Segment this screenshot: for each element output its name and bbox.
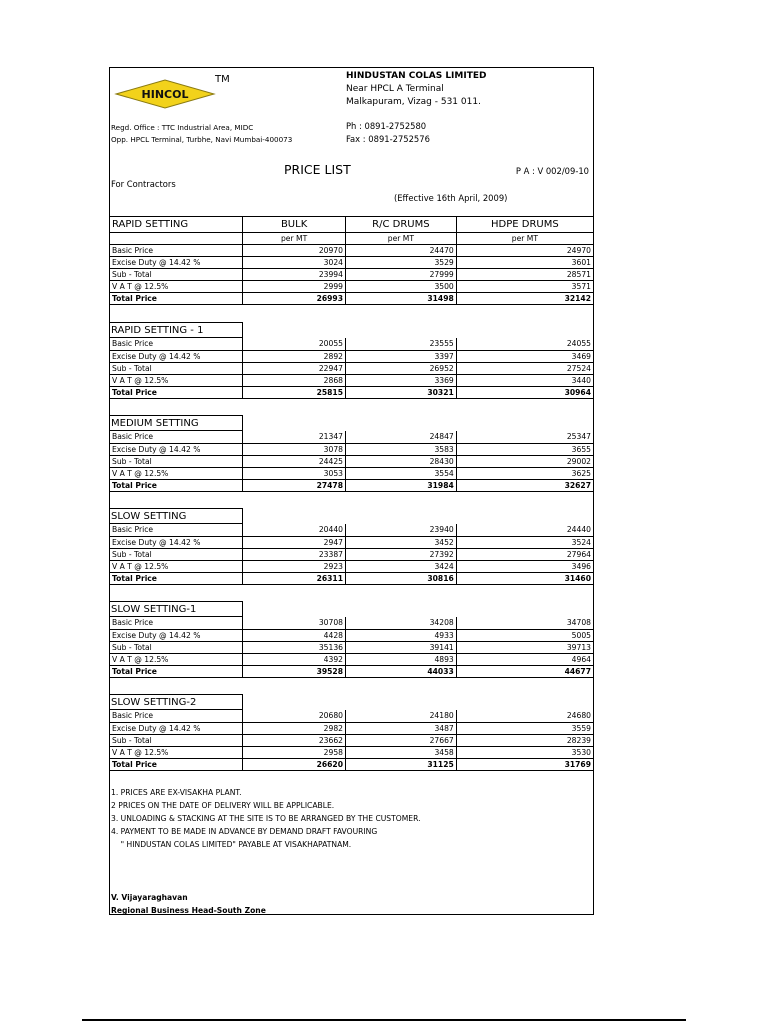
row-label: V A T @ 12.5% (110, 653, 243, 665)
company-name: HINDUSTAN COLAS LIMITED (346, 71, 487, 81)
cell: 3500 (345, 281, 456, 293)
row-label: Basic Price (110, 524, 243, 536)
cell: 2999 (243, 281, 346, 293)
row-label: V A T @ 12.5% (110, 560, 243, 572)
cell: 22947 (243, 362, 346, 374)
row-label: Basic Price (110, 617, 243, 629)
row-label: Total Price (110, 572, 243, 584)
signatory-designation: Regional Business Head-South Zone (111, 906, 266, 915)
signature-block (111, 891, 266, 917)
table-row (110, 467, 593, 479)
col-header-hdpe-drums: HDPE DRUMS (456, 217, 593, 233)
cell: 31984 (346, 479, 457, 491)
row-label: Sub - Total (110, 734, 243, 746)
section-title-medium-setting: MEDIUM SETTING (110, 415, 243, 431)
row-label: Excise Duty @ 14.42 % (110, 257, 243, 269)
cell: 26993 (243, 293, 346, 305)
cell: 21347 (243, 431, 346, 443)
cell: 30816 (346, 572, 457, 584)
cell: 30964 (456, 386, 593, 398)
cell: 30321 (346, 386, 457, 398)
unit-label: per MT (456, 233, 593, 245)
price-list-sheet (109, 67, 594, 915)
row-label: Total Price (110, 665, 243, 677)
cell: 39528 (243, 665, 346, 677)
row-label: Sub - Total (110, 548, 243, 560)
cell: 3487 (346, 722, 457, 734)
table-row (110, 524, 593, 536)
cell: 2868 (243, 374, 346, 386)
row-label: V A T @ 12.5% (110, 746, 243, 758)
company-address-1: Near HPCL A Terminal (346, 84, 444, 94)
cell: 44677 (456, 665, 593, 677)
table-row (110, 455, 593, 467)
cell: 4964 (456, 653, 593, 665)
col-header-rc-drums: R/C DRUMS (345, 217, 456, 233)
table-row (110, 629, 593, 641)
office-line-1: Regd. Office : TTC Industrial Area, MIDC (111, 123, 254, 132)
page-title: PRICE LIST (284, 162, 351, 177)
cell: 3452 (346, 536, 457, 548)
note-line: 2 PRICES ON THE DATE OF DELIVERY WILL BE APPLICABLE. (111, 801, 335, 810)
price-table-slow-setting (110, 524, 593, 585)
cell: 20970 (243, 245, 346, 257)
cell: 23940 (346, 524, 457, 536)
row-label: Total Price (110, 758, 243, 770)
col-header-bulk: BULK (243, 217, 346, 233)
note-line: 1. PRICES ARE EX-VISAKHA PLANT. (111, 788, 242, 797)
table-row (110, 443, 593, 455)
cell: 27964 (456, 548, 593, 560)
cell: 3625 (456, 467, 593, 479)
cell: 32627 (456, 479, 593, 491)
table-row (110, 746, 593, 758)
logo-text: HINCOL (141, 88, 189, 101)
hincol-logo (114, 78, 216, 110)
cell: 20680 (243, 710, 346, 722)
cell: 44033 (346, 665, 457, 677)
table-row (110, 617, 593, 629)
cell: 4428 (243, 629, 346, 641)
cell: 3424 (346, 560, 457, 572)
cell: 2892 (243, 350, 346, 362)
row-label: Excise Duty @ 14.42 % (110, 722, 243, 734)
cell: 27392 (346, 548, 457, 560)
cell: 3529 (345, 257, 456, 269)
row-label: Sub - Total (110, 362, 243, 374)
cell: 31769 (456, 758, 593, 770)
cell: 28430 (346, 455, 457, 467)
table-row (110, 431, 593, 443)
cell: 3496 (456, 560, 593, 572)
note-line: " HINDUSTAN COLAS LIMITED" PAYABLE AT VISAKHAPATNAM. (111, 840, 352, 849)
unit-label: per MT (345, 233, 456, 245)
table-row-total (110, 479, 593, 491)
cell: 26311 (243, 572, 346, 584)
cell: 31498 (345, 293, 456, 305)
cell: 3458 (346, 746, 457, 758)
cell: 27478 (243, 479, 346, 491)
cell: 24470 (345, 245, 456, 257)
cell: 31460 (456, 572, 593, 584)
cell: 4392 (243, 653, 346, 665)
cell: 4933 (346, 629, 457, 641)
price-table-rapid-setting-1 (110, 338, 593, 399)
cell: 3369 (346, 374, 457, 386)
cell: 2947 (243, 536, 346, 548)
table-row (110, 722, 593, 734)
trademark: TM (215, 74, 230, 85)
cell: 24055 (456, 338, 593, 350)
row-label: Basic Price (110, 245, 243, 257)
row-label: Excise Duty @ 14.42 % (110, 350, 243, 362)
table-row (110, 536, 593, 548)
table-row (110, 374, 593, 386)
table-row (110, 245, 593, 257)
cell: 2982 (243, 722, 346, 734)
signatory-name: V. Vijayaraghavan (111, 893, 188, 902)
cell: 3078 (243, 443, 346, 455)
section-title-slow-setting-1: SLOW SETTING-1 (110, 601, 243, 617)
row-label: V A T @ 12.5% (110, 374, 243, 386)
row-label: V A T @ 12.5% (110, 281, 243, 293)
cell: 27667 (346, 734, 457, 746)
cell: 28571 (456, 269, 593, 281)
table-row (110, 350, 593, 362)
cell: 39713 (456, 641, 593, 653)
table-row (110, 338, 593, 350)
section-title-slow-setting-2: SLOW SETTING-2 (110, 694, 243, 710)
table-row (110, 710, 593, 722)
cell: 29002 (456, 455, 593, 467)
office-line-2: Opp. HPCL Terminal, Turbhe, Navi Mumbai-400073 (111, 135, 293, 144)
cell: 26952 (346, 362, 457, 374)
table-row (110, 269, 593, 281)
cell: 24425 (243, 455, 346, 467)
row-label: Sub - Total (110, 269, 243, 281)
row-label: Basic Price (110, 710, 243, 722)
cell: 32142 (456, 293, 593, 305)
price-table-slow-setting-1 (110, 617, 593, 678)
phone: Ph : 0891-2752580 (346, 121, 427, 131)
table-row (110, 734, 593, 746)
price-table-medium-setting (110, 431, 593, 492)
row-label: Total Price (110, 479, 243, 491)
cell: 20440 (243, 524, 346, 536)
cell: 3655 (456, 443, 593, 455)
cell: 23662 (243, 734, 346, 746)
cell: 3469 (456, 350, 593, 362)
next-page-border (82, 1019, 686, 1021)
table-row-total (110, 758, 593, 770)
cell: 3524 (456, 536, 593, 548)
terms-notes (111, 786, 421, 851)
company-address-2: Malkapuram, Vizag - 531 011. (346, 97, 481, 107)
cell: 3601 (456, 257, 593, 269)
cell: 26620 (243, 758, 346, 770)
cell: 3397 (346, 350, 457, 362)
cell: 2923 (243, 560, 346, 572)
cell: 3583 (346, 443, 457, 455)
row-label: Basic Price (110, 338, 243, 350)
cell: 3554 (346, 467, 457, 479)
cell: 28239 (456, 734, 593, 746)
table-row (110, 257, 593, 269)
row-label: Total Price (110, 386, 243, 398)
cell: 27524 (456, 362, 593, 374)
table-row (110, 641, 593, 653)
table-row-total (110, 386, 593, 398)
note-line: 3. UNLOADING & STACKING AT THE SITE IS TO BE ARRANGED BY THE CUSTOMER. (111, 814, 421, 823)
row-label: Excise Duty @ 14.42 % (110, 629, 243, 641)
cell: 24180 (346, 710, 457, 722)
cell: 5005 (456, 629, 593, 641)
table-row-total (110, 665, 593, 677)
effective-date: (Effective 16th April, 2009) (394, 193, 508, 203)
table-row-total (110, 293, 593, 305)
price-table-slow-setting-2 (110, 710, 593, 771)
cell: 23555 (346, 338, 457, 350)
section-title: RAPID SETTING (110, 217, 243, 233)
row-label: Basic Price (110, 431, 243, 443)
row-label: Excise Duty @ 14.42 % (110, 536, 243, 548)
cell: 20055 (243, 338, 346, 350)
note-line: 4. PAYMENT TO BE MADE IN ADVANCE BY DEMAND DRAFT FAVOURING (111, 827, 378, 836)
registered-office (111, 122, 292, 146)
cell: 34708 (456, 617, 593, 629)
cell: 25815 (243, 386, 346, 398)
cell: 3440 (456, 374, 593, 386)
cell: 24680 (456, 710, 593, 722)
row-label: Sub - Total (110, 641, 243, 653)
cell: 24847 (346, 431, 457, 443)
cell: 2958 (243, 746, 346, 758)
table-row (110, 548, 593, 560)
cell: 34208 (346, 617, 457, 629)
cell: 3053 (243, 467, 346, 479)
price-table-rapid-setting (110, 216, 593, 305)
row-label: Sub - Total (110, 455, 243, 467)
cell: 4893 (346, 653, 457, 665)
table-row (110, 560, 593, 572)
reference-number: P A : V 002/09-10 (515, 166, 589, 176)
fax: Fax : 0891-2752576 (346, 134, 430, 144)
cell: 23387 (243, 548, 346, 560)
row-label: Excise Duty @ 14.42 % (110, 443, 243, 455)
table-row (110, 653, 593, 665)
section-title-slow-setting: SLOW SETTING (110, 508, 243, 524)
audience-label: For Contractors (111, 179, 176, 189)
table-row (110, 281, 593, 293)
section-title-rapid-setting-1: RAPID SETTING - 1 (110, 322, 243, 338)
table-row (110, 362, 593, 374)
cell: 31125 (346, 758, 457, 770)
cell: 3571 (456, 281, 593, 293)
row-label: Total Price (110, 293, 243, 305)
cell: 35136 (243, 641, 346, 653)
contact-block (346, 120, 430, 146)
cell: 3530 (456, 746, 593, 758)
cell: 3024 (243, 257, 346, 269)
cell: 23994 (243, 269, 346, 281)
company-block (346, 70, 486, 109)
cell: 27999 (345, 269, 456, 281)
cell: 3559 (456, 722, 593, 734)
table-row-total (110, 572, 593, 584)
cell: 30708 (243, 617, 346, 629)
unit-label: per MT (243, 233, 346, 245)
cell: 24970 (456, 245, 593, 257)
cell: 24440 (456, 524, 593, 536)
cell: 39141 (346, 641, 457, 653)
cell: 25347 (456, 431, 593, 443)
row-label: V A T @ 12.5% (110, 467, 243, 479)
